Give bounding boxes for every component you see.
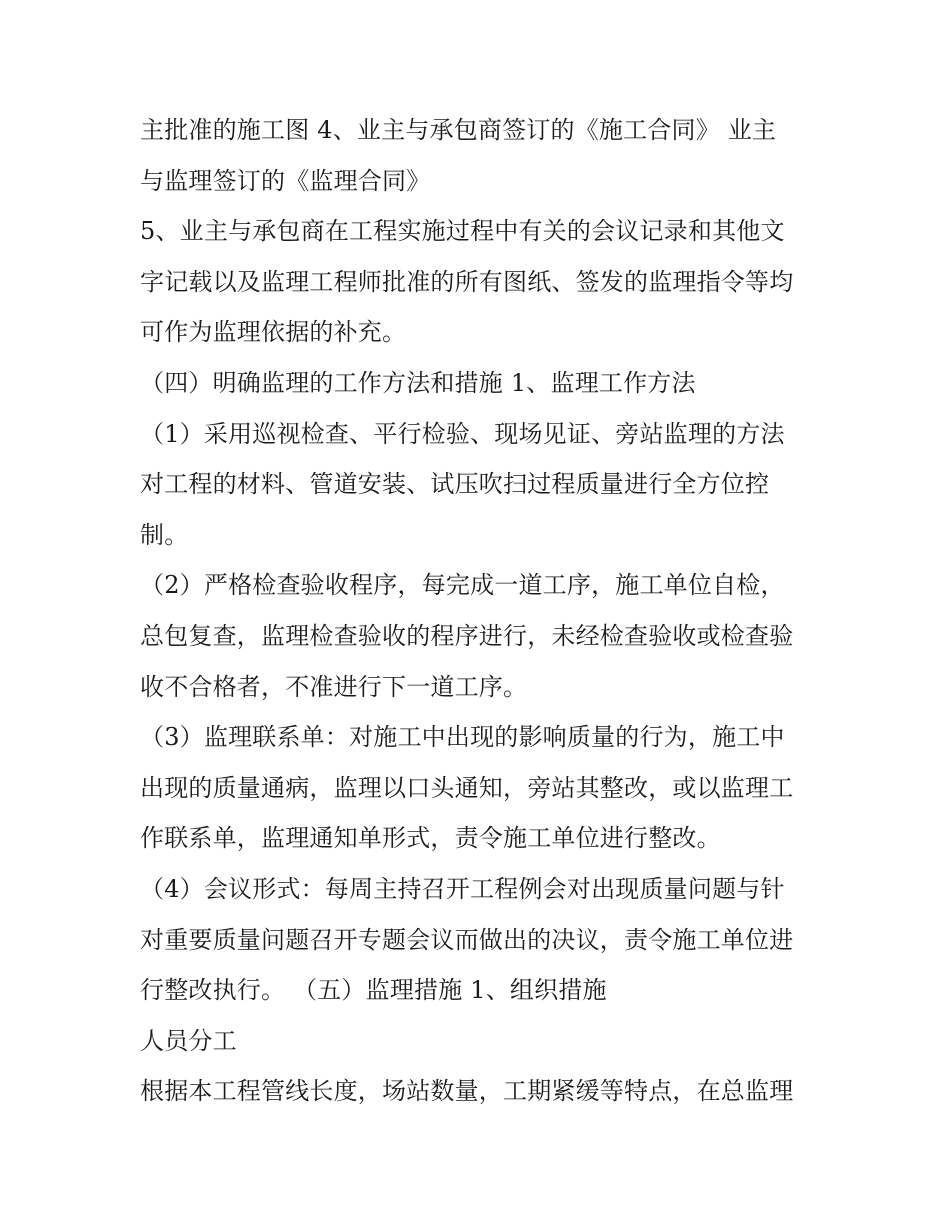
text-line: 出现的质量通病，监理以口头通知，旁站其整改，或以监理工 bbox=[140, 774, 794, 802]
text-line: 总包复查，监理检查验收的程序进行，未经检查验收或检查验 bbox=[140, 622, 794, 650]
subheading: 人员分工 bbox=[140, 1027, 237, 1055]
section-heading: 行整改执行。 （五）监理措施 1、组织措施 bbox=[140, 976, 607, 1004]
text-line: （2）严格检查验收程序，每完成一道工序，施工单位自检， bbox=[140, 571, 785, 599]
text-line: 5、业主与承包商在工程实施过程中有关的会议记录和其他文 bbox=[140, 217, 785, 245]
text-line: （1）采用巡视检查、平行检验、现场见证、旁站监理的方法 bbox=[140, 420, 785, 448]
text-line: 主批准的施工图 4、业主与承包商签订的《施工合同》 业主 bbox=[140, 116, 777, 144]
text-line: 可作为监理依据的补充。 bbox=[140, 318, 407, 346]
text-line: （4）会议形式：每周主持召开工程例会对出现质量问题与针 bbox=[140, 875, 785, 903]
section-heading: （四）明确监理的工作方法和措施 1、监理工作方法 bbox=[140, 369, 696, 397]
text-line: 收不合格者，不准进行下一道工序。 bbox=[140, 673, 528, 701]
text-line: 与监理签订的《监理合同》 bbox=[140, 167, 431, 195]
text-line: 根据本工程管线长度，场站数量，工期紧缓等特点，在总监理 bbox=[140, 1077, 794, 1105]
text-line: 对重要质量问题召开专题会议而做出的决议，责令施工单位进 bbox=[140, 926, 794, 954]
text-line: 字记载以及监理工程师批准的所有图纸、签发的监理指令等均 bbox=[140, 268, 794, 296]
text-line: 作联系单，监理通知单形式，责令施工单位进行整改。 bbox=[140, 824, 721, 852]
text-line: 对工程的材料、管道安装、试压吹扫过程质量进行全方位控 bbox=[140, 470, 770, 498]
text-line: （3）监理联系单：对施工中出现的影响质量的行为，施工中 bbox=[140, 723, 785, 751]
text-line: 制。 bbox=[140, 521, 189, 549]
